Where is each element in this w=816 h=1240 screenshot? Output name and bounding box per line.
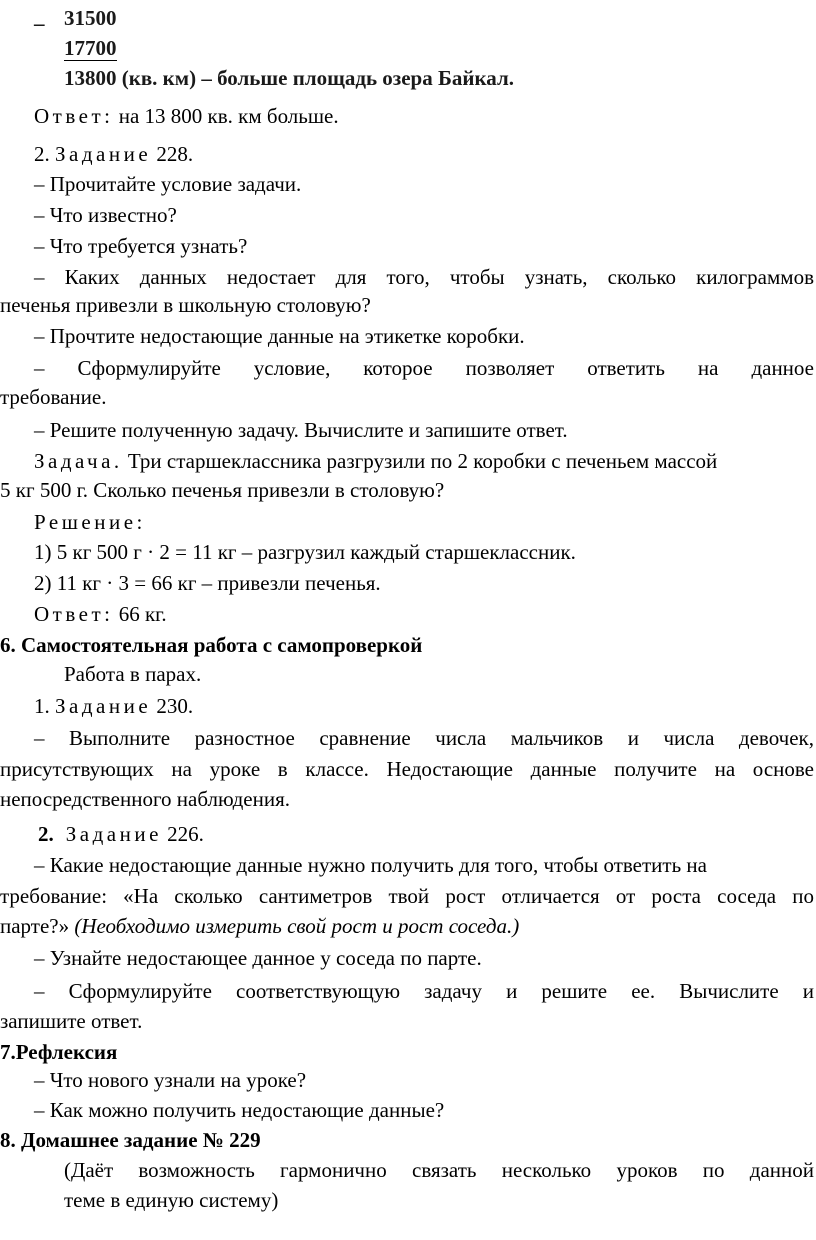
- task-226-line3: [0, 914, 816, 938]
- solution-step-2: 2) 11 кг · 3 = 66 кг – привезли печенья.: [34, 571, 381, 595]
- instruction-neighbor: – Узнайте недостающее данное у соседа по парте.: [34, 946, 482, 970]
- instruction-formulate-line2: требование.: [0, 385, 107, 409]
- instruction-formulate-2-line2: запишите ответ.: [0, 1009, 143, 1033]
- arith-subtrahend: 17700: [64, 36, 117, 60]
- task-226-line1: – Какие недостающие данные нужно получить для того, чтобы ответить на: [34, 853, 707, 877]
- task-id: 228.: [151, 142, 194, 166]
- task-228-heading: [0, 142, 816, 166]
- answer-line-1: [0, 104, 816, 128]
- question-known: – Что известно?: [34, 203, 177, 227]
- problem-text: Три старшеклассника разгрузили по 2 коробки с печеньем массой: [122, 449, 718, 473]
- answer-text: на 13 800 кв. км больше.: [113, 104, 339, 128]
- solution-step-1: 1) 5 кг 500 г · 2 = 11 кг – разгрузил каждый старшеклассник.: [34, 540, 576, 564]
- arith-result: 13800 (кв. км) – больше площадь озера Байкал.: [64, 66, 514, 90]
- pair-work: Работа в парах.: [64, 662, 202, 686]
- task-id: 226.: [161, 822, 204, 846]
- homework-note-line2: теме в единую систему): [64, 1188, 279, 1212]
- task-230-line3: непосредственного наблюдения.: [0, 787, 291, 811]
- reflection-question-1: – Что нового узнали на уроке?: [34, 1068, 307, 1092]
- answer-text: 66 кг.: [113, 602, 167, 626]
- task-label: Задание: [55, 142, 152, 166]
- task-226-hint: (Необходимо измерить свой рост и рост соседа.): [74, 914, 520, 938]
- instruction-label: – Прочтите недостающие данные на этикетке коробки.: [34, 324, 525, 348]
- task-226-line2: требование: «На сколько сантиметров твой рост отличается от роста соседа по: [0, 884, 814, 908]
- task-id: 230.: [151, 694, 194, 718]
- arith-minus: _: [34, 4, 45, 28]
- arith-minuend: 31500: [64, 6, 117, 30]
- task-226-text: парте?»: [0, 914, 75, 938]
- reflection-question-2: – Как можно получить недостающие данные?: [34, 1098, 445, 1122]
- task-number: 1.: [34, 694, 55, 718]
- instruction-formulate-2-line1: – Сформулируйте соответствующую задачу и решите ее. Вычислите и: [34, 979, 814, 1003]
- answer-label: Ответ:: [34, 602, 114, 626]
- task-label: Задание: [55, 694, 152, 718]
- task-label: Задание: [65, 822, 162, 846]
- homework-note-line1: (Даёт возможность гармонично связать несколько уроков по данной: [64, 1158, 814, 1182]
- answer-line-2: [0, 602, 816, 626]
- problem-line1: [0, 449, 816, 473]
- section-8-heading: 8. Домашнее задание № 229: [0, 1128, 261, 1152]
- task-number: 2.: [34, 142, 55, 166]
- problem-line2: 5 кг 500 г. Сколько печенья привезли в столовую?: [0, 478, 445, 502]
- answer-label: Ответ:: [34, 104, 114, 128]
- section-7-heading: 7.Рефлексия: [0, 1040, 118, 1064]
- section-6-heading: 6. Самостоятельная работа с самопроверкой: [0, 633, 423, 657]
- problem-label: Задача.: [34, 449, 123, 473]
- instruction-formulate-line1: – Сформулируйте условие, которое позволяет ответить на данное: [34, 356, 814, 380]
- task-226-heading: [0, 822, 816, 846]
- instruction-solve: – Решите полученную задачу. Вычислите и запишите ответ.: [34, 418, 568, 442]
- question-missing-line2: печенья привезли в школьную столовую?: [0, 293, 371, 317]
- task-230-line2: присутствующих на уроке в классе. Недостающие данные получите на основе: [0, 757, 814, 781]
- question-missing-line1: – Каких данных недостает для того, чтобы узнать, сколько килограммов: [34, 265, 814, 289]
- question-required: – Что требуется узнать?: [34, 234, 248, 258]
- task-230-heading: [0, 694, 816, 718]
- task-number: 2.: [38, 822, 54, 846]
- question-read: – Прочитайте условие задачи.: [34, 172, 302, 196]
- task-230-line1: – Выполните разностное сравнение числа мальчиков и числа девочек,: [34, 726, 814, 750]
- solution-label: Решение:: [34, 510, 146, 534]
